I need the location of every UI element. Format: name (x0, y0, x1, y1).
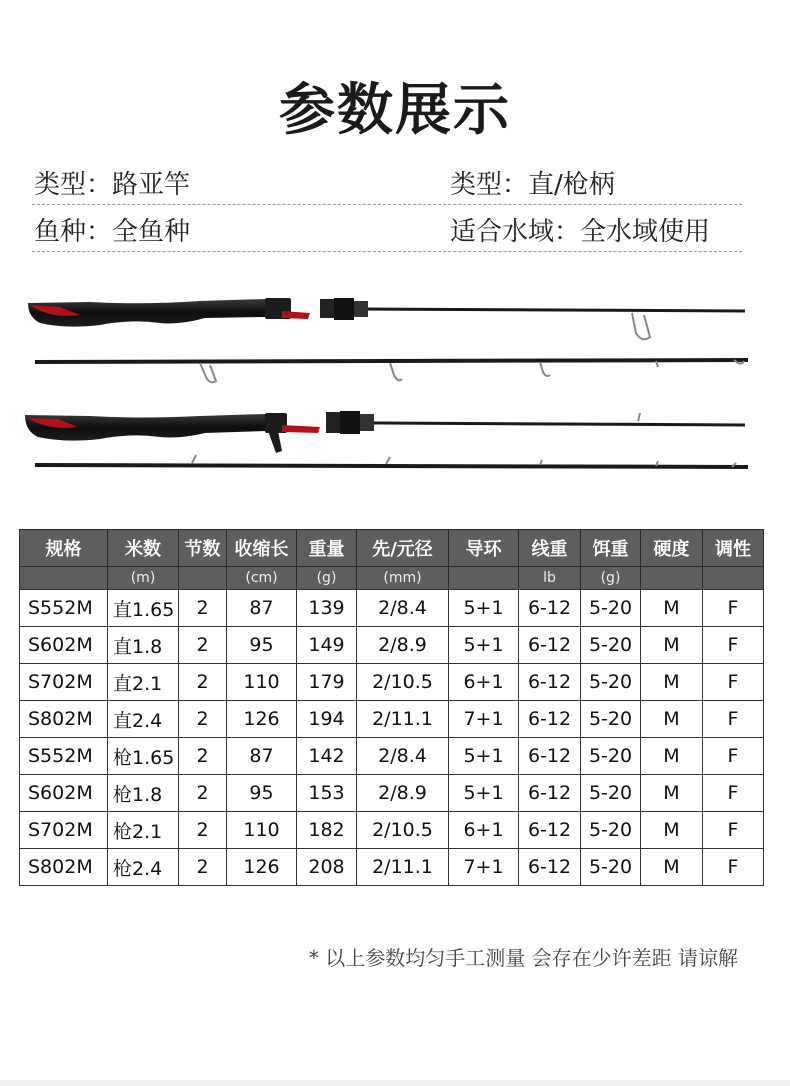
casting-rod-tip-section (35, 455, 748, 467)
cell-line-weight: 6-12 (519, 738, 581, 775)
cell-weight: 194 (297, 701, 357, 738)
cell-action: F (703, 775, 764, 812)
cell-weight: 139 (297, 590, 357, 627)
col-header-weight: 重量 (297, 530, 357, 567)
table-unit-row (20, 567, 764, 590)
cell-closed-length: 126 (227, 701, 297, 738)
cell-power: M (641, 627, 703, 664)
table-row (20, 738, 764, 775)
col-header-length: 米数 (108, 530, 179, 567)
cell-sections: 2 (179, 627, 227, 664)
cell-power: M (641, 812, 703, 849)
cell-closed-length: 87 (227, 590, 297, 627)
cell-model: S802M (20, 849, 108, 886)
table-row (20, 849, 764, 886)
cell-weight: 182 (297, 812, 357, 849)
cell-sections: 2 (179, 590, 227, 627)
table-row (20, 701, 764, 738)
cell-guides: 7+1 (449, 701, 519, 738)
spec-water-area: 适合水域：全水域使用 (450, 217, 711, 247)
unit-guides (449, 567, 519, 590)
cell-sections: 2 (179, 812, 227, 849)
spec-table (19, 529, 764, 886)
col-header-power: 硬度 (641, 530, 703, 567)
unit-diameter: (mm) (357, 567, 449, 590)
cell-action: F (703, 590, 764, 627)
table-header-row (20, 530, 764, 567)
cell-lure-weight: 5-20 (581, 849, 641, 886)
cell-line-weight: 6-12 (519, 590, 581, 627)
cell-model: S602M (20, 775, 108, 812)
spec-row-type (32, 160, 742, 205)
cell-diameter: 2/11.1 (357, 701, 449, 738)
footnote: * 以上参数均匀手工测量 会存在少许差距 请谅解 (308, 946, 738, 970)
unit-line-weight: lb (519, 567, 581, 590)
col-header-action: 调性 (703, 530, 764, 567)
unit-power (641, 567, 703, 590)
col-header-tip-butt-diameter: 先/元径 (357, 530, 449, 567)
cell-line-weight: 6-12 (519, 775, 581, 812)
cell-action: F (703, 701, 764, 738)
cell-guides: 6+1 (449, 812, 519, 849)
cell-action: F (703, 664, 764, 701)
cell-length: 直1.65 (108, 590, 179, 627)
cell-model: S552M (20, 590, 108, 627)
cell-model: S702M (20, 664, 108, 701)
unit-length: (m) (108, 567, 179, 590)
cell-length: 枪2.1 (108, 812, 179, 849)
cell-length: 直1.8 (108, 627, 179, 664)
cell-weight: 149 (297, 627, 357, 664)
cell-closed-length: 87 (227, 738, 297, 775)
cell-lure-weight: 5-20 (581, 738, 641, 775)
spec-handle-type: 类型：直/枪柄 (450, 170, 615, 200)
bottom-divider (0, 1080, 790, 1086)
fishing-rods-image (20, 285, 760, 485)
page-title: 参数展示 (279, 78, 511, 143)
table-row (20, 627, 764, 664)
unit-action (703, 567, 764, 590)
cell-lure-weight: 5-20 (581, 701, 641, 738)
spec-table-body (20, 590, 764, 886)
cell-closed-length: 95 (227, 775, 297, 812)
cell-power: M (641, 775, 703, 812)
table-row (20, 590, 764, 627)
cell-model: S602M (20, 627, 108, 664)
spec-rod-type: 类型：路亚竿 (34, 170, 191, 200)
cell-line-weight: 6-12 (519, 812, 581, 849)
cell-guides: 6+1 (449, 664, 519, 701)
col-header-model: 规格 (20, 530, 108, 567)
cell-length: 直2.1 (108, 664, 179, 701)
cell-model: S802M (20, 701, 108, 738)
unit-lure-weight: (g) (581, 567, 641, 590)
cell-lure-weight: 5-20 (581, 590, 641, 627)
cell-weight: 142 (297, 738, 357, 775)
col-header-lure-weight: 饵重 (581, 530, 641, 567)
cell-closed-length: 110 (227, 664, 297, 701)
cell-power: M (641, 590, 703, 627)
cell-length: 直2.4 (108, 701, 179, 738)
cell-lure-weight: 5-20 (581, 775, 641, 812)
spec-fish-species: 鱼种：全鱼种 (34, 217, 191, 247)
cell-length: 枪1.8 (108, 775, 179, 812)
cell-diameter: 2/8.4 (357, 590, 449, 627)
casting-rod-butt-section (25, 411, 745, 453)
cell-diameter: 2/10.5 (357, 664, 449, 701)
cell-line-weight: 6-12 (519, 627, 581, 664)
table-row (20, 664, 764, 701)
cell-power: M (641, 664, 703, 701)
cell-guides: 5+1 (449, 738, 519, 775)
cell-length: 枪2.4 (108, 849, 179, 886)
cell-action: F (703, 627, 764, 664)
col-header-closed-length: 收缩长 (227, 530, 297, 567)
table-row (20, 812, 764, 849)
cell-diameter: 2/8.9 (357, 627, 449, 664)
cell-lure-weight: 5-20 (581, 664, 641, 701)
cell-weight: 153 (297, 775, 357, 812)
cell-guides: 5+1 (449, 627, 519, 664)
cell-closed-length: 110 (227, 812, 297, 849)
col-header-guides: 导环 (449, 530, 519, 567)
col-header-sections: 节数 (179, 530, 227, 567)
spec-row-fish (32, 207, 742, 252)
cell-diameter: 2/8.9 (357, 775, 449, 812)
cell-action: F (703, 812, 764, 849)
cell-line-weight: 6-12 (519, 701, 581, 738)
cell-model: S702M (20, 812, 108, 849)
cell-diameter: 2/8.4 (357, 738, 449, 775)
cell-lure-weight: 5-20 (581, 627, 641, 664)
cell-lure-weight: 5-20 (581, 812, 641, 849)
cell-sections: 2 (179, 738, 227, 775)
unit-model (20, 567, 108, 590)
cell-line-weight: 6-12 (519, 849, 581, 886)
spinning-rod-tip-section (35, 360, 748, 382)
cell-guides: 5+1 (449, 775, 519, 812)
cell-action: F (703, 738, 764, 775)
cell-action: F (703, 849, 764, 886)
cell-sections: 2 (179, 775, 227, 812)
cell-power: M (641, 701, 703, 738)
cell-closed-length: 126 (227, 849, 297, 886)
cell-guides: 7+1 (449, 849, 519, 886)
table-row (20, 775, 764, 812)
unit-closed-length: (cm) (227, 567, 297, 590)
col-header-line-weight: 线重 (519, 530, 581, 567)
cell-power: M (641, 738, 703, 775)
cell-power: M (641, 849, 703, 886)
unit-sections (179, 567, 227, 590)
cell-line-weight: 6-12 (519, 664, 581, 701)
cell-diameter: 2/10.5 (357, 812, 449, 849)
spinning-rod-butt-section (28, 298, 745, 339)
cell-weight: 208 (297, 849, 357, 886)
cell-model: S552M (20, 738, 108, 775)
cell-sections: 2 (179, 664, 227, 701)
cell-length: 枪1.65 (108, 738, 179, 775)
cell-weight: 179 (297, 664, 357, 701)
cell-guides: 5+1 (449, 590, 519, 627)
cell-sections: 2 (179, 849, 227, 886)
cell-diameter: 2/11.1 (357, 849, 449, 886)
cell-closed-length: 95 (227, 627, 297, 664)
unit-weight: (g) (297, 567, 357, 590)
cell-sections: 2 (179, 701, 227, 738)
